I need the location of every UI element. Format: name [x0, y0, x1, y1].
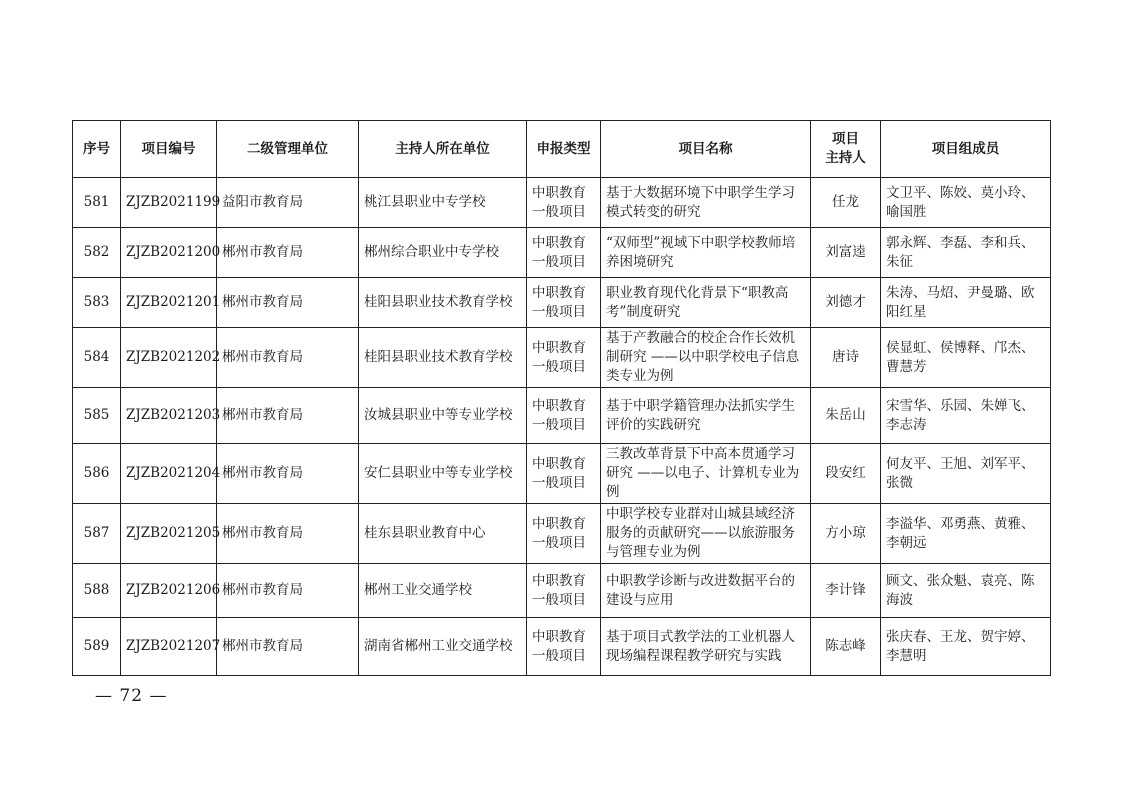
- cell-unit2: 郴州市教育局: [217, 444, 359, 504]
- header-host: [811, 121, 881, 178]
- cell-type: 中职教育一般项目: [527, 564, 601, 618]
- header-host-line2: 主持人: [825, 150, 866, 166]
- cell-members: 朱涛、马炤、尹曼璐、欧阳红星: [881, 278, 1051, 328]
- cell-members: 何友平、王旭、刘军平、张微: [881, 444, 1051, 504]
- table-row: [73, 618, 1051, 676]
- cell-host: 李计锋: [811, 564, 881, 618]
- table-row: [73, 178, 1051, 228]
- cell-unit2: 郴州市教育局: [217, 278, 359, 328]
- cell-index: 584: [73, 328, 121, 388]
- cell-type: 中职教育一般项目: [527, 278, 601, 328]
- cell-unit2: 郴州市教育局: [217, 388, 359, 444]
- cell-index: 588: [73, 564, 121, 618]
- cell-host-unit: 汝城县职业中等专业学校: [359, 388, 527, 444]
- table-header-row: [73, 121, 1051, 178]
- cell-index: 586: [73, 444, 121, 504]
- cell-host: 段安红: [811, 444, 881, 504]
- cell-code: ZJZB2021207: [121, 618, 217, 676]
- cell-host-unit: 桂阳县职业技术教育学校: [359, 278, 527, 328]
- cell-code: ZJZB2021205: [121, 504, 217, 564]
- table-row: [73, 388, 1051, 444]
- cell-code: ZJZB2021202: [121, 328, 217, 388]
- cell-name: 基于项目式教学法的工业机器人现场编程课程教学研究与实践: [601, 618, 811, 676]
- page-number: — 72 —: [95, 686, 168, 706]
- cell-members: 郭永辉、李磊、李和兵、朱征: [881, 228, 1051, 278]
- header-code: 项目编号: [121, 121, 217, 178]
- cell-name: “双师型”视域下中职学校教师培养困境研究: [601, 228, 811, 278]
- cell-index: 587: [73, 504, 121, 564]
- cell-members: 张庆春、王龙、贺宇婷、李慧明: [881, 618, 1051, 676]
- cell-code: ZJZB2021203: [121, 388, 217, 444]
- header-members: 项目组成员: [881, 121, 1051, 178]
- cell-index: 583: [73, 278, 121, 328]
- cell-code: ZJZB2021200: [121, 228, 217, 278]
- cell-host: 唐诗: [811, 328, 881, 388]
- cell-code: ZJZB2021199: [121, 178, 217, 228]
- cell-host-unit: 安仁县职业中等专业学校: [359, 444, 527, 504]
- header-name: 项目名称: [601, 121, 811, 178]
- cell-name: 基于大数据环境下中职学生学习模式转变的研究: [601, 178, 811, 228]
- header-type: 申报类型: [527, 121, 601, 178]
- cell-name: 中职教学诊断与改进数据平台的建设与应用: [601, 564, 811, 618]
- cell-type: 中职教育一般项目: [527, 328, 601, 388]
- cell-type: 中职教育一般项目: [527, 388, 601, 444]
- cell-unit2: 郴州市教育局: [217, 504, 359, 564]
- cell-members: 侯显虹、侯博释、邝杰、曹慧芳: [881, 328, 1051, 388]
- cell-host-unit: 桃江县职业中专学校: [359, 178, 527, 228]
- cell-type: 中职教育一般项目: [527, 178, 601, 228]
- cell-host: 任龙: [811, 178, 881, 228]
- cell-host: 刘德才: [811, 278, 881, 328]
- project-list-table: [72, 120, 1051, 676]
- header-host-line1: 项目: [832, 131, 859, 147]
- header-host-unit: 主持人所在单位: [359, 121, 527, 178]
- cell-unit2: 郴州市教育局: [217, 228, 359, 278]
- cell-index: 582: [73, 228, 121, 278]
- cell-code: ZJZB2021206: [121, 564, 217, 618]
- cell-members: 顾文、张众魁、袁亮、陈海波: [881, 564, 1051, 618]
- cell-members: 李溢华、邓勇燕、黄雅、李朝远: [881, 504, 1051, 564]
- table-row: [73, 564, 1051, 618]
- table-row: [73, 504, 1051, 564]
- cell-index: 589: [73, 618, 121, 676]
- cell-name: 基于中职学籍管理办法抓实学生评价的实践研究: [601, 388, 811, 444]
- table-row: [73, 228, 1051, 278]
- cell-code: ZJZB2021201: [121, 278, 217, 328]
- cell-host: 方小琼: [811, 504, 881, 564]
- table-row: [73, 444, 1051, 504]
- header-index: 序号: [73, 121, 121, 178]
- cell-unit2: 郴州市教育局: [217, 328, 359, 388]
- cell-type: 中职教育一般项目: [527, 618, 601, 676]
- cell-host-unit: 郴州综合职业中专学校: [359, 228, 527, 278]
- cell-host: 刘富逵: [811, 228, 881, 278]
- cell-name: 中职学校专业群对山城县域经济服务的贡献研究——以旅游服务与管理专业为例: [601, 504, 811, 564]
- cell-index: 581: [73, 178, 121, 228]
- cell-name: 三教改革背景下中高本贯通学习研究 ——以电子、计算机专业为例: [601, 444, 811, 504]
- cell-type: 中职教育一般项目: [527, 228, 601, 278]
- cell-host: 朱岳山: [811, 388, 881, 444]
- cell-unit2: 益阳市教育局: [217, 178, 359, 228]
- header-unit2: 二级管理单位: [217, 121, 359, 178]
- cell-name: 基于产教融合的校企合作长效机制研究 ——以中职学校电子信息类专业为例: [601, 328, 811, 388]
- cell-name: 职业教育现代化背景下“职教高考”制度研究: [601, 278, 811, 328]
- cell-type: 中职教育一般项目: [527, 504, 601, 564]
- cell-host-unit: 桂阳县职业技术教育学校: [359, 328, 527, 388]
- cell-host-unit: 湖南省郴州工业交通学校: [359, 618, 527, 676]
- cell-code: ZJZB2021204: [121, 444, 217, 504]
- cell-members: 文卫平、陈姣、莫小玲、喻国胜: [881, 178, 1051, 228]
- table-row: [73, 278, 1051, 328]
- cell-index: 585: [73, 388, 121, 444]
- cell-host-unit: 郴州工业交通学校: [359, 564, 527, 618]
- cell-host-unit: 桂东县职业教育中心: [359, 504, 527, 564]
- cell-host: 陈志峰: [811, 618, 881, 676]
- cell-unit2: 郴州市教育局: [217, 564, 359, 618]
- table-row: [73, 328, 1051, 388]
- cell-members: 宋雪华、乐园、朱婵飞、李志涛: [881, 388, 1051, 444]
- cell-type: 中职教育一般项目: [527, 444, 601, 504]
- cell-unit2: 郴州市教育局: [217, 618, 359, 676]
